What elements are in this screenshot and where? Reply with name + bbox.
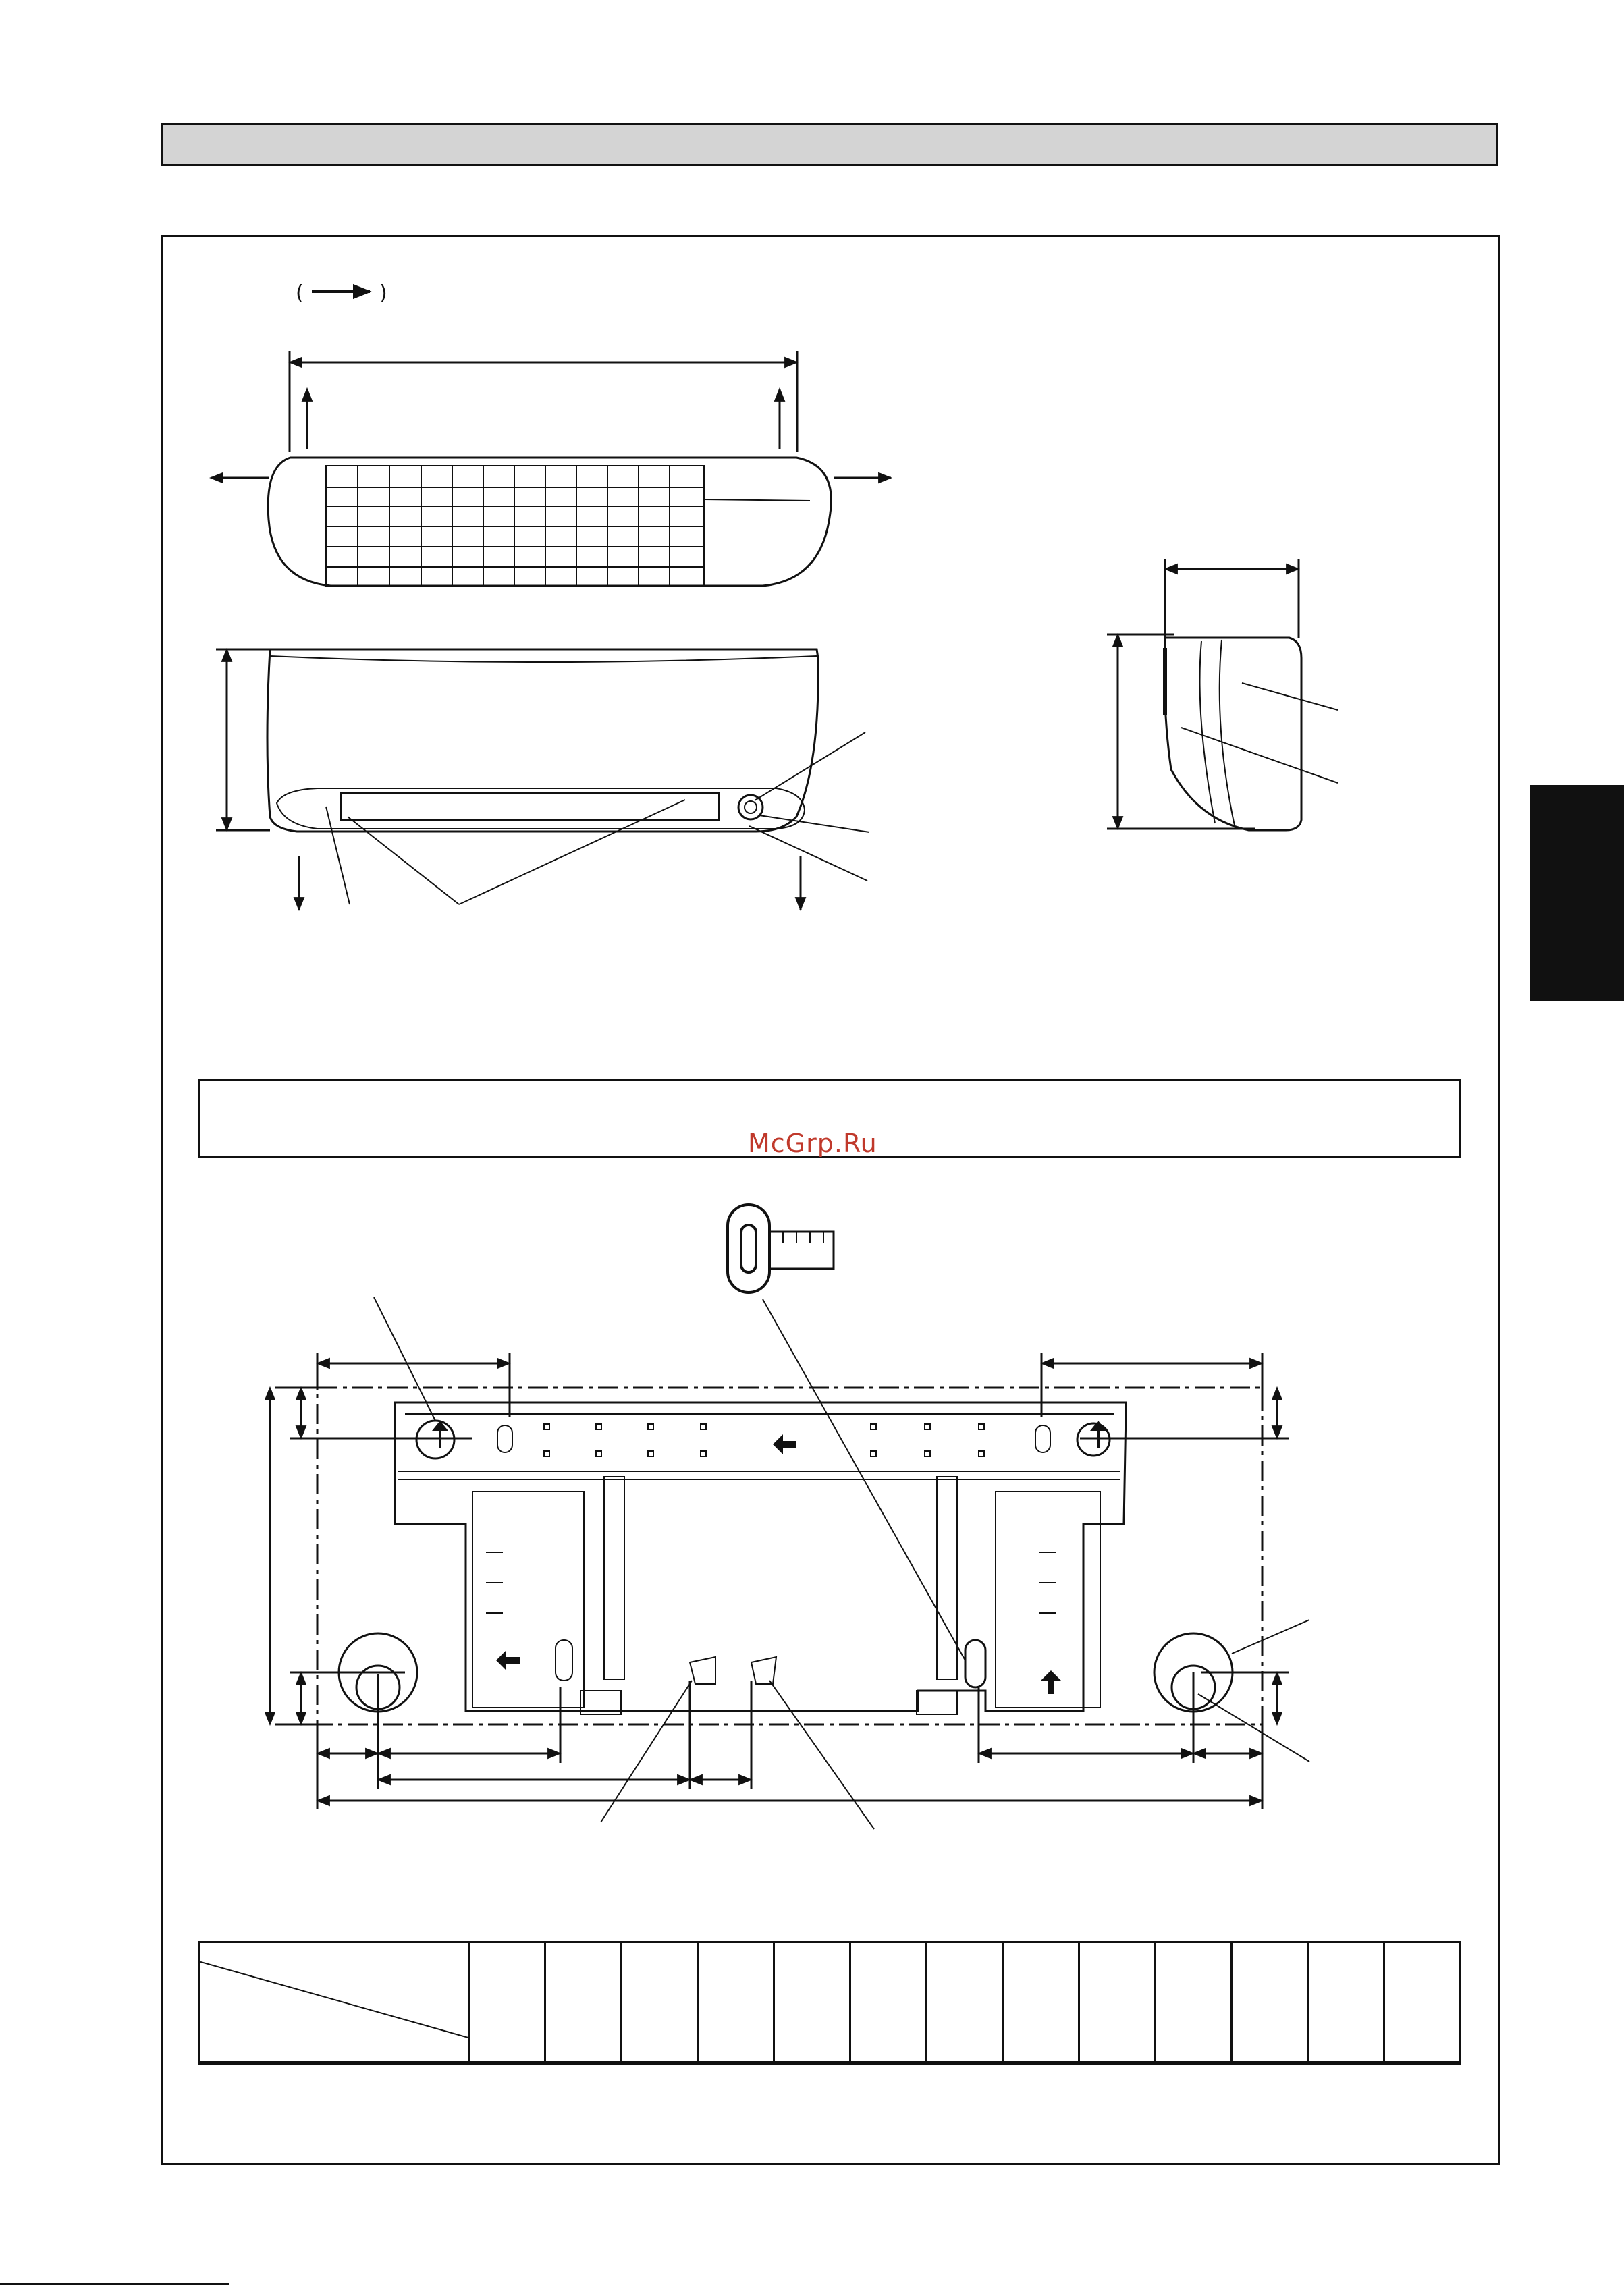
table-header-cell bbox=[200, 1942, 469, 2062]
table-cell bbox=[545, 2061, 622, 2064]
table-cell bbox=[1384, 1942, 1461, 2062]
table-cell bbox=[927, 2061, 1003, 2064]
table-cell bbox=[774, 2061, 850, 2064]
table-cell bbox=[1156, 1942, 1232, 2062]
table-cell bbox=[698, 2061, 774, 2064]
mounting-plate bbox=[374, 1297, 1126, 1714]
slot-detail bbox=[728, 1205, 965, 1660]
table-cell bbox=[850, 1942, 927, 2062]
footer-rule bbox=[0, 2283, 229, 2285]
spec-table bbox=[198, 1941, 1461, 2065]
diagonal-header-line bbox=[200, 1941, 468, 2059]
svg-text:(: ( bbox=[296, 281, 304, 305]
table-cell bbox=[469, 1942, 545, 2062]
installation-outline bbox=[270, 1353, 1289, 1809]
table-cell bbox=[622, 2061, 698, 2064]
table-cell bbox=[1079, 1942, 1156, 2062]
pipe-holes bbox=[339, 1620, 1309, 1762]
table-cell bbox=[622, 1942, 698, 2062]
legend-arrow bbox=[296, 281, 387, 305]
table-cell bbox=[698, 1942, 774, 2062]
table-cell bbox=[1232, 2061, 1308, 2064]
table-cell bbox=[1003, 1942, 1079, 2062]
table-cell bbox=[774, 1942, 850, 2062]
table-cell bbox=[1232, 1942, 1308, 2062]
unit-front-view bbox=[216, 649, 869, 910]
unit-side-view bbox=[1107, 559, 1338, 830]
table-cell bbox=[469, 2061, 545, 2064]
table-cell bbox=[1384, 2061, 1461, 2064]
table-cell bbox=[1308, 2061, 1384, 2064]
watermark: McGrp.Ru bbox=[748, 1128, 877, 1158]
table-cell bbox=[1308, 1942, 1384, 2062]
unit-top-view bbox=[211, 351, 891, 586]
table-cell bbox=[927, 1942, 1003, 2062]
table-cell bbox=[1003, 2061, 1079, 2064]
table-cell bbox=[850, 2061, 927, 2064]
table-cell bbox=[545, 1942, 622, 2062]
table-cell bbox=[1079, 2061, 1156, 2064]
table-row bbox=[200, 1942, 1461, 2062]
table-row bbox=[200, 2061, 1461, 2064]
reference-marks bbox=[601, 1657, 874, 1829]
svg-text:): ) bbox=[379, 281, 387, 305]
table-header-cell bbox=[200, 2061, 469, 2064]
table-cell bbox=[1156, 2061, 1232, 2064]
